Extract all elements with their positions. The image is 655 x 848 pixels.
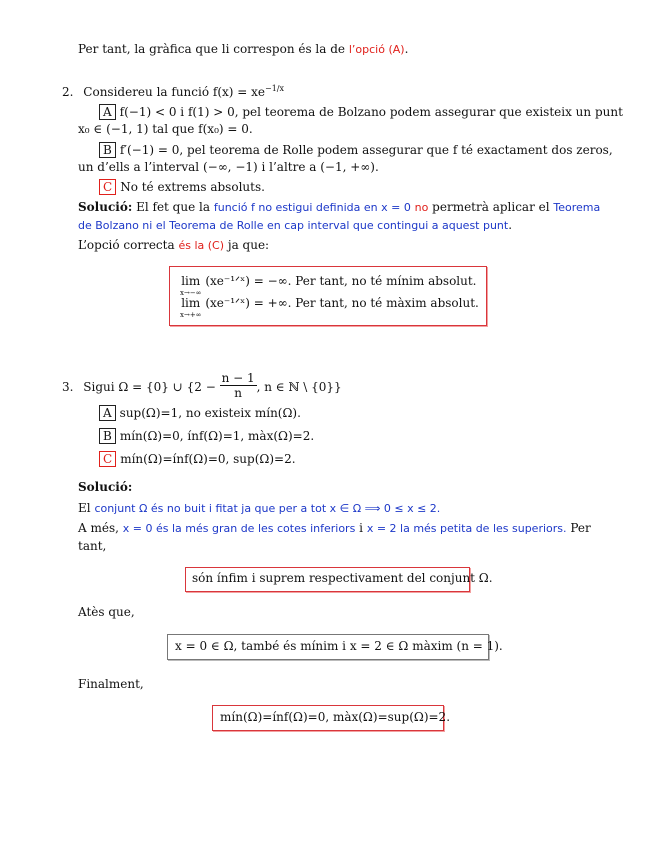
- q3-ates: Atès que,: [78, 605, 135, 619]
- q2-option-b-line1: f′(−1) = 0, pel teorema de Rolle podem assegurar que f té exactament dos zeros,: [119, 143, 613, 157]
- q2-solution-label: Solució:: [78, 200, 133, 214]
- q3-line2-mid: i: [359, 521, 363, 535]
- q2-correct-text: L’opció correcta: [78, 238, 175, 252]
- q3-frac-num: n − 1: [221, 371, 255, 385]
- q3-stem-end: , n ∈ ℕ \ {0}}: [256, 380, 342, 394]
- q2-option-a-line2: x₀ ∈ (−1, 1) tal que f(x₀) = 0.: [78, 122, 253, 136]
- q3-option-a[interactable]: [99, 405, 301, 421]
- q2-stem: [62, 84, 284, 99]
- q2-box-lim2: lim: [181, 296, 201, 310]
- q2-box-text1: (xe⁻¹ᐟˣ) = −∞. Per tant, no té mínim absolut.: [205, 274, 477, 288]
- intro-end: .: [404, 42, 409, 56]
- q2-box-sub2: x→+∞: [180, 311, 202, 319]
- q3-line3: tant,: [78, 539, 107, 553]
- q3-line2-blue1: x = 0 és la més gran de les cotes inferiors: [122, 522, 356, 535]
- q2-box-sub1: x→−∞: [180, 289, 202, 297]
- q3-option-b-text: mín(Ω)=0, ínf(Ω)=1, màx(Ω)=2.: [119, 429, 315, 443]
- q2-option-c-label: C: [99, 179, 116, 195]
- q2-sol-red1: no: [414, 201, 429, 214]
- q3-line2: [78, 521, 591, 535]
- q3-finalment: Finalment,: [78, 677, 144, 691]
- q3-frac-den: n: [234, 386, 242, 400]
- q3-line2-start: A més,: [78, 521, 119, 535]
- q2-solution-line2: [78, 218, 512, 232]
- q2-sol-end: .: [508, 218, 513, 232]
- q2-sol-text2: permetrà aplicar el: [432, 200, 550, 214]
- intro-line: [78, 42, 408, 56]
- q2-option-a-line1: f(−1) < 0 i f(1) > 0, pel teorema de Bolzano podem assegurar que existeix un punt: [119, 105, 623, 119]
- q2-sol-blue2: Teorema: [553, 201, 601, 214]
- q2-option-c-text: No té extrems absoluts.: [120, 180, 265, 194]
- q2-sol-blue1: funció f no estigui definida en x = 0: [213, 201, 411, 214]
- q3-line2-end: Per: [570, 521, 591, 535]
- q3-option-b[interactable]: [99, 428, 314, 444]
- intro-highlight: l’opció (A): [348, 43, 405, 56]
- q2-box-line2: [180, 296, 479, 324]
- q3-stem: [62, 373, 342, 402]
- q3-option-a-label: A: [99, 405, 116, 421]
- q3-option-c[interactable]: [99, 451, 296, 467]
- q3-option-c-label: C: [99, 451, 116, 467]
- q2-sol-blue3: de Bolzano ni el Teorema de Rolle en cap interval que contingui a aquest punt: [78, 219, 509, 232]
- q2-option-b-label: B: [99, 142, 116, 158]
- q2-option-b[interactable]: [99, 142, 613, 158]
- q3-box1-text: són ínfim i suprem respectivament del conjunt Ω.: [192, 571, 493, 585]
- q3-line1-blue: conjunt Ω és no buit i fitat ja que per a tot x ∈ Ω ⟹ 0 ≤ x ≤ 2.: [94, 502, 441, 515]
- q3-stem-text: Sigui Ω = {0} ∪ {2 −: [83, 380, 220, 394]
- q3-line1: [78, 501, 440, 515]
- q2-option-a[interactable]: [99, 104, 623, 120]
- q2-box-text2: (xe⁻¹ᐟˣ) = +∞. Per tant, no té màxim absolut.: [205, 296, 479, 310]
- q2-number: 2.: [62, 85, 74, 99]
- q3-box2-text: x = 0 ∈ Ω, també és mínim i x = 2 ∈ Ω màxim (n = 1).: [175, 639, 503, 653]
- q3-box3-text: mín(Ω)=ínf(Ω)=0, màx(Ω)=sup(Ω)=2.: [220, 710, 451, 724]
- intro-text: Per tant, la gràfica que li correspon és la de: [78, 42, 349, 56]
- q2-solution-line1: [78, 200, 600, 214]
- q3-line1-start: El: [78, 501, 91, 515]
- q2-correct-red: és la (C): [178, 239, 225, 252]
- q3-option-b-label: B: [99, 428, 116, 444]
- q3-number: 3.: [62, 380, 74, 394]
- q2-option-c[interactable]: [99, 179, 265, 195]
- q2-stem-text: Considereu la funció f(x) = xe: [83, 85, 266, 99]
- q3-option-c-text: mín(Ω)=ínf(Ω)=0, sup(Ω)=2.: [120, 452, 296, 466]
- q2-sol-text1: El fet que la: [136, 200, 211, 214]
- q2-option-b-line2: un d’ells a l’interval (−∞, −1) i l’altre a (−1, +∞).: [78, 160, 379, 174]
- q3-option-a-text: sup(Ω)=1, no existeix mín(Ω).: [119, 406, 301, 420]
- q2-correct-end: ja que:: [227, 238, 270, 252]
- q3-solution-label: Solució:: [78, 480, 133, 494]
- q2-option-a-label: A: [99, 104, 116, 120]
- q3-line2-blue2: x = 2 la més petita de les superiors.: [366, 522, 567, 535]
- q2-stem-exp: −1/x: [265, 84, 285, 93]
- q2-correct-line: [78, 238, 269, 252]
- q2-box-lim1: lim: [181, 274, 201, 288]
